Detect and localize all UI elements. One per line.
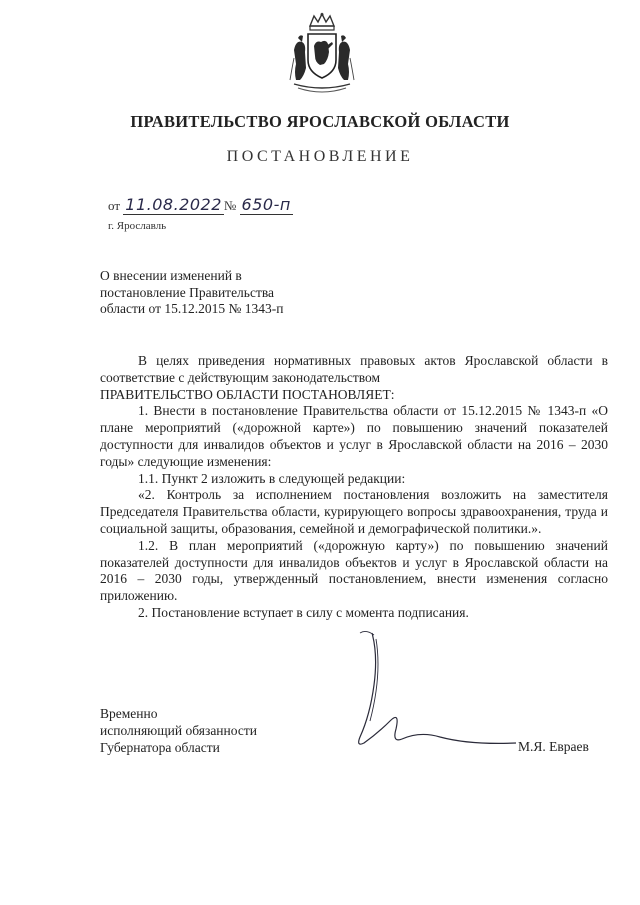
document-body xyxy=(100,353,608,622)
date-prefix: от xyxy=(108,198,121,213)
number-field xyxy=(240,196,293,215)
position-line: исполняющий обязанности xyxy=(100,723,257,738)
document-subject xyxy=(100,268,283,318)
position-line: Губернатора области xyxy=(100,740,220,755)
resolves-line: ПРАВИТЕЛЬСТВО ОБЛАСТИ ПОСТАНОВЛЯЕТ: xyxy=(100,386,395,402)
paragraph-1-1: 1.1. Пункт 2 изложить в следующей редакции: xyxy=(138,470,406,486)
date-field xyxy=(123,196,224,215)
subject-line: постановление Правительства xyxy=(100,284,275,300)
position-line: Временно xyxy=(100,706,158,721)
document-date: 11.08.2022 xyxy=(125,195,222,214)
signatory-position xyxy=(100,705,257,756)
paragraph-1-1-quote: «2. Контроль за исполнением постановления возложить на заместителя Председателя Правительства области, курирующего вопросы здравоохранения, труда и социальной защиты, образования, семейной и демографической политики.». xyxy=(100,487,608,536)
government-title: ПРАВИТЕЛЬСТВО ЯРОСЛАВСКОЙ ОБЛАСТИ xyxy=(130,112,510,131)
document-type: ПОСТАНОВЛЕНИЕ xyxy=(226,148,414,165)
handwritten-signature xyxy=(330,625,530,765)
subject-line: области от 15.12.2015 № 1343-п xyxy=(100,301,284,316)
paragraph-2: 2. Постановление вступает в силу с момента подписания. xyxy=(138,604,469,620)
date-number-line xyxy=(108,196,293,215)
signatory-name: М.Я. Евраев xyxy=(518,739,589,754)
subject-line: О внесении изменений в xyxy=(100,268,242,283)
paragraph-1-2: 1.2. В план мероприятий («дорожную карту») по повышению значений показателей доступности для инвалидов объектов и услуг в Ярославской области на 2016 – 2030 годы, утвержденный постановлением, внести изменения согласно приложению. xyxy=(100,537,608,604)
number-prefix: № xyxy=(223,198,237,213)
paragraph-1: 1. Внести в постановление Правительства области от 15.12.2015 № 1343-п «О плане мероприятий («дорожной карте») по повышению значений показателей доступности для инвалидов объектов и услуг в Ярославской области на 2016 – 2030 годы» следующие изменения: xyxy=(100,403,608,469)
document-number: 650-п xyxy=(241,195,291,214)
city: г. Ярославль xyxy=(108,220,167,232)
preamble-paragraph: В целях приведения нормативных правовых актов Ярославской области в соответствие с действующим законодательством xyxy=(100,353,608,385)
coat-of-arms-emblem xyxy=(288,12,356,96)
